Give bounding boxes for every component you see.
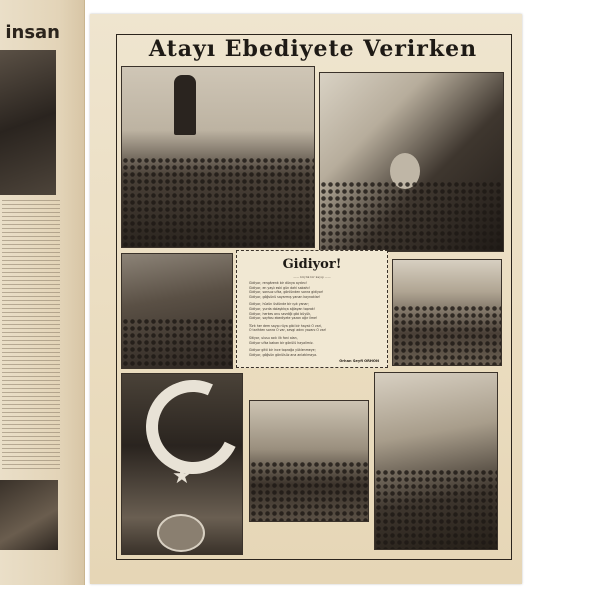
poem-line: Gidiyor, sayfası ebediyete yazan ağır ilme! (249, 316, 318, 321)
poem-body (249, 281, 381, 357)
photo-honor-guard (249, 400, 369, 522)
left-page-title: insan (5, 22, 60, 43)
photo-guard-on-balcony (374, 372, 498, 550)
poem-subtitle: —— büyük bir kayıp —— (293, 275, 331, 279)
poem-line: Gidiyor, sonsuz ufka, gönlünden sonra gidiyor! (249, 290, 324, 295)
poem-line: Sitiyor, ulusu acılı ilk fani alan, (249, 335, 298, 340)
crowd-pattern (122, 318, 232, 368)
photo-procession (392, 259, 502, 366)
crowd-pattern (122, 157, 314, 247)
wreath-shape (157, 514, 205, 552)
poem-line: Türk her dem sayıp rüya gibi bir hayalı O vari, (249, 323, 322, 328)
poem-author: Orhan Seyfi ORHON (339, 359, 379, 363)
photo-statue-ceremony (121, 66, 315, 248)
left-bottom-photo (0, 480, 58, 550)
crowd-pattern (320, 181, 503, 251)
poem-line: Gidiyor, rengârenk bir dünya aydını! (249, 281, 307, 285)
left-portrait-photo (0, 50, 56, 195)
poem-box (236, 250, 388, 368)
left-text-column (2, 200, 60, 470)
left-page-fragment (0, 0, 85, 585)
poem-line: Gidiyor, herkes onu sevdiği gibi büyük, (249, 311, 312, 316)
poem-title: Gidiyor! (282, 257, 342, 272)
page-headline: Atayı Ebediyete Verirken (148, 36, 478, 62)
poem-line: Gidiyor gitti bir ince toprağa yüklenmeye; (249, 348, 316, 353)
crowd-pattern (393, 305, 501, 365)
poem-line: O tarihten sonra O var, sevgi adını yazanı O var! (249, 328, 327, 333)
photo-mourners (319, 72, 504, 252)
crowd-pattern (250, 461, 368, 521)
poem-line: Gidiyor, göğsünü sayarmış yanan kaynaklar! (249, 294, 321, 299)
crowd-pattern (375, 469, 497, 549)
statue-figure (174, 75, 196, 135)
photo-flag-catafalque (121, 373, 243, 555)
poem-line: Gidiyor ufka bakan bir gönülü hayalimiz. (249, 340, 314, 345)
poem-line: Gidiyor, en yaşlı eski gün dahi sabahı! (249, 285, 310, 290)
star-icon: ★ (172, 464, 192, 489)
poem-line: Gidiyor, göğsün gönülsüz ana anlatılmaya. (249, 352, 318, 357)
photo-gun-carriage (121, 253, 233, 369)
poem-line: Gidiyor, yurda dolaştıkça ağlayan toprak! (249, 306, 316, 311)
poem-line: Gidiyor, hüzün üstünde bir ışık yanar; (249, 302, 309, 307)
